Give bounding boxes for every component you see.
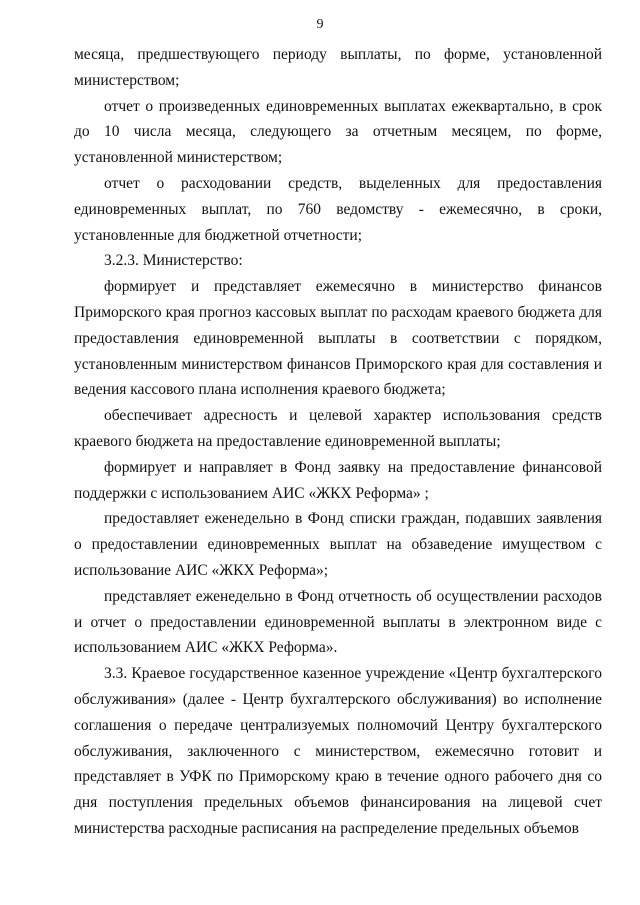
page-number: 9 bbox=[316, 17, 324, 32]
paragraph-accounting-center: 3.3. Краевое государственное казенное учреждение «Центр бухгалтерского обслуживания» (далее - Центр бухгалтерского обслуживания) во исполнение соглашения о передаче централизуемых полномочий Центру бухгалтерского обслуживания, заключенного с министерством, ежемесячно готовит и представляет в УФК по Приморскому краю в течение одного рабочего дня со дня поступления предельных объемов финансирования на лицевой счет министерства расходные расписания на распределение предельных объемов bbox=[74, 665, 602, 837]
paragraph-citizen-lists: предоставляет еженедельно в Фонд списки граждан, подавших заявления о предоставлении единовременных выплат на обзаведение имуществом с использование АИС «ЖКХ Реформа»; bbox=[74, 510, 602, 579]
paragraph-application: формирует и направляет в Фонд заявку на предоставление финансовой поддержки с использованием АИС «ЖКХ Реформа» ; bbox=[74, 458, 602, 502]
paragraph-quarterly-report: отчет о произведенных единовременных выплатах ежеквартально, в срок до 10 числа месяца, следующего за отчетным месяцем, по форме, установленной министерством; bbox=[74, 97, 602, 167]
paragraph-reporting: представляет еженедельно в Фонд отчетность об осуществлении расходов и отчет о предоставлении единовременной выплаты в электронном виде с использованием АИС «ЖКХ Реформа». bbox=[74, 587, 602, 657]
document-body bbox=[74, 42, 602, 842]
paragraph-forecast: формирует и представляет ежемесячно в министерство финансов Приморского края прогноз кассовых выплат по расходам краевого бюджета для предоставления единовременной выплаты в соответствии с порядком, установленным министерством финансов Приморского края для составления и ведения кассового плана исполнения краевого бюджета; bbox=[74, 278, 602, 399]
paragraph-continuation: месяца, предшествующего периоду выплаты, по форме, установленной министерством; bbox=[74, 46, 602, 89]
paragraph-targeting: обеспечивает адресность и целевой характер использования средств краевого бюджета на предоставление единовременной выплаты; bbox=[74, 407, 602, 450]
section-heading-ministry: 3.2.3. Министерство: bbox=[104, 252, 243, 270]
paragraph-expense-report: отчет о расходовании средств, выделенных для предоставления единовременных выплат, по 760 ведомству - ежемесячно, в сроки, установленные для бюджетной отчетности; bbox=[74, 174, 602, 244]
